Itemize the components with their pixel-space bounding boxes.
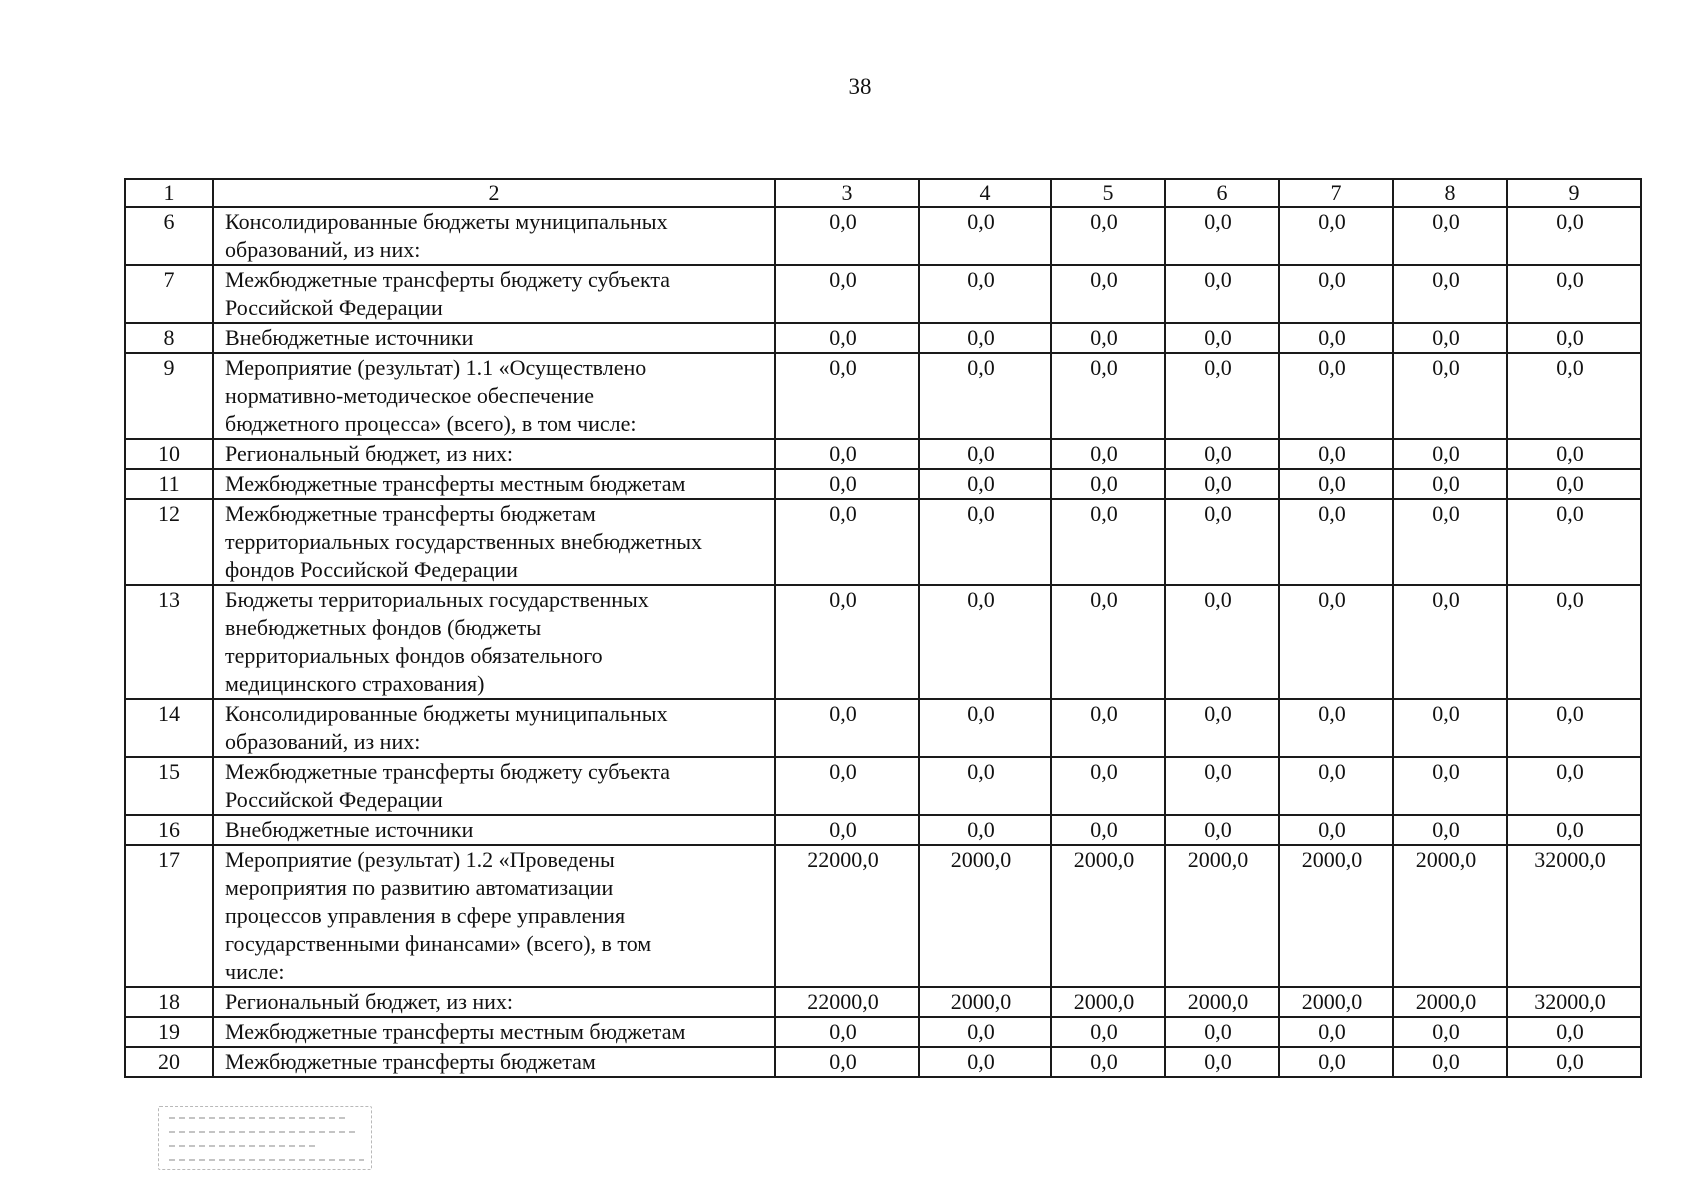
value-cell: 32000,0 [1507,845,1641,987]
value-cell: 0,0 [1279,757,1393,815]
description-line: медицинского страхования) [225,671,485,696]
value-cell: 0,0 [775,265,919,323]
column-header: 9 [1507,179,1641,207]
value-cell: 0,0 [1165,323,1279,353]
row-description [213,845,775,987]
description-line: Консолидированные бюджеты муниципальных [225,701,668,726]
description-line: Региональный бюджет, из них: [225,989,514,1014]
value-cell: 2000,0 [919,845,1051,987]
row-description [213,439,775,469]
value-cell: 0,0 [1165,499,1279,585]
value-cell: 0,0 [1165,585,1279,699]
value-cell: 0,0 [1393,353,1507,439]
value-cell: 0,0 [1507,265,1641,323]
value-cell: 0,0 [1165,439,1279,469]
value-cell: 0,0 [1507,815,1641,845]
column-header: 3 [775,179,919,207]
row-description [213,353,775,439]
value-cell: 0,0 [919,265,1051,323]
stamp-line [169,1159,364,1161]
row-number: 17 [125,845,213,987]
value-cell: 0,0 [1393,499,1507,585]
value-cell: 0,0 [1165,353,1279,439]
value-cell: 0,0 [1507,323,1641,353]
row-number: 20 [125,1047,213,1077]
value-cell: 0,0 [1279,469,1393,499]
table-row [125,1047,1641,1077]
value-cell: 0,0 [1051,815,1165,845]
value-cell: 0,0 [775,353,919,439]
row-description [213,815,775,845]
value-cell: 2000,0 [919,987,1051,1017]
table-row [125,439,1641,469]
value-cell: 0,0 [1165,757,1279,815]
description-line: Бюджеты территориальных государственных [225,587,649,612]
value-cell: 0,0 [919,699,1051,757]
row-number: 13 [125,585,213,699]
row-number: 11 [125,469,213,499]
value-cell: 0,0 [1507,1017,1641,1047]
value-cell: 0,0 [1051,757,1165,815]
value-cell: 0,0 [1507,757,1641,815]
row-description [213,323,775,353]
table-row [125,815,1641,845]
row-number: 12 [125,499,213,585]
value-cell: 0,0 [1165,265,1279,323]
value-cell: 0,0 [1393,469,1507,499]
header-row [125,179,1641,207]
value-cell: 0,0 [1393,585,1507,699]
value-cell: 0,0 [1165,1017,1279,1047]
row-description [213,699,775,757]
table-row [125,353,1641,439]
value-cell: 0,0 [1507,469,1641,499]
value-cell: 0,0 [1393,323,1507,353]
column-header: 4 [919,179,1051,207]
description-line: фондов Российской Федерации [225,557,518,582]
stamp-line [169,1117,349,1119]
value-cell: 0,0 [919,585,1051,699]
value-cell: 0,0 [1393,757,1507,815]
description-line: Межбюджетные трансферты бюджету субъекта [225,759,671,784]
description-line: Межбюджетные трансферты бюджетам [225,1049,596,1074]
value-cell: 0,0 [1051,699,1165,757]
value-cell: 0,0 [1279,499,1393,585]
value-cell: 0,0 [1279,815,1393,845]
value-cell: 2000,0 [1051,987,1165,1017]
value-cell: 0,0 [919,469,1051,499]
value-cell: 0,0 [1279,353,1393,439]
description-line: образований, из них: [225,729,421,754]
document-stamp [158,1106,372,1170]
table-row [125,323,1641,353]
value-cell: 0,0 [1051,1017,1165,1047]
value-cell: 0,0 [919,815,1051,845]
value-cell: 0,0 [1165,207,1279,265]
value-cell: 2000,0 [1393,987,1507,1017]
row-description [213,207,775,265]
description-line: процессов управления в сфере управления [225,903,626,928]
value-cell: 22000,0 [775,845,919,987]
description-line: внебюджетных фондов (бюджеты [225,615,542,640]
value-cell: 0,0 [775,439,919,469]
description-line: Внебюджетные источники [225,325,474,350]
table-row [125,699,1641,757]
description-line: государственными финансами» (всего), в том [225,931,652,956]
value-cell: 0,0 [1051,323,1165,353]
row-number: 19 [125,1017,213,1047]
row-description [213,1047,775,1077]
row-description [213,585,775,699]
value-cell: 0,0 [775,1047,919,1077]
value-cell: 0,0 [775,323,919,353]
row-number: 18 [125,987,213,1017]
table-row [125,1017,1641,1047]
value-cell: 0,0 [1393,1017,1507,1047]
column-header: 1 [125,179,213,207]
description-line: Российской Федерации [225,787,443,812]
value-cell: 0,0 [1507,699,1641,757]
value-cell: 0,0 [1051,499,1165,585]
value-cell: 0,0 [775,499,919,585]
description-line: территориальных государственных внебюджетных [225,529,703,554]
value-cell: 0,0 [775,585,919,699]
value-cell: 2000,0 [1279,987,1393,1017]
description-line: Межбюджетные трансферты бюджету субъекта [225,267,671,292]
row-number: 9 [125,353,213,439]
description-line: нормативно-методическое обеспечение [225,383,594,408]
value-cell: 0,0 [1051,585,1165,699]
value-cell: 0,0 [919,353,1051,439]
value-cell: 0,0 [1051,1047,1165,1077]
row-description [213,469,775,499]
value-cell: 0,0 [1279,439,1393,469]
value-cell: 0,0 [1507,585,1641,699]
stamp-line [169,1131,359,1133]
value-cell: 0,0 [1279,699,1393,757]
value-cell: 0,0 [1507,439,1641,469]
row-description [213,987,775,1017]
table-row [125,987,1641,1017]
value-cell: 0,0 [775,699,919,757]
description-line: Мероприятие (результат) 1.2 «Проведены [225,847,615,872]
value-cell: 0,0 [1165,699,1279,757]
description-line: территориальных фондов обязательного [225,643,603,668]
value-cell: 0,0 [919,757,1051,815]
budget-table [124,178,1642,1078]
value-cell: 0,0 [1051,439,1165,469]
value-cell: 0,0 [775,1017,919,1047]
value-cell: 0,0 [1051,207,1165,265]
table-row [125,757,1641,815]
value-cell: 0,0 [919,1017,1051,1047]
value-cell: 0,0 [1165,815,1279,845]
row-number: 14 [125,699,213,757]
row-description [213,265,775,323]
value-cell: 0,0 [1507,207,1641,265]
stamp-line [169,1145,319,1147]
value-cell: 0,0 [1393,815,1507,845]
value-cell: 32000,0 [1507,987,1641,1017]
description-line: Внебюджетные источники [225,817,474,842]
value-cell: 0,0 [1507,353,1641,439]
value-cell: 0,0 [1165,469,1279,499]
table-row [125,207,1641,265]
value-cell: 0,0 [1165,1047,1279,1077]
value-cell: 0,0 [1279,265,1393,323]
value-cell: 0,0 [1051,469,1165,499]
description-line: Межбюджетные трансферты местным бюджетам [225,471,686,496]
value-cell: 0,0 [775,757,919,815]
value-cell: 0,0 [775,815,919,845]
value-cell: 0,0 [919,323,1051,353]
description-line: Межбюджетные трансферты бюджетам [225,501,596,526]
description-line: образований, из них: [225,237,421,262]
value-cell: 2000,0 [1165,987,1279,1017]
table-row [125,265,1641,323]
value-cell: 0,0 [1393,699,1507,757]
table-row [125,499,1641,585]
column-header: 2 [213,179,775,207]
table-row [125,469,1641,499]
value-cell: 0,0 [919,1047,1051,1077]
description-line: числе: [225,959,285,984]
value-cell: 0,0 [919,207,1051,265]
value-cell: 0,0 [1393,439,1507,469]
column-header: 7 [1279,179,1393,207]
row-description [213,757,775,815]
value-cell: 2000,0 [1393,845,1507,987]
description-line: Мероприятие (результат) 1.1 «Осуществлено [225,355,647,380]
row-number: 15 [125,757,213,815]
value-cell: 22000,0 [775,987,919,1017]
row-number: 10 [125,439,213,469]
value-cell: 0,0 [919,439,1051,469]
row-number: 7 [125,265,213,323]
page-number: 38 [848,74,872,99]
value-cell: 0,0 [1279,323,1393,353]
description-line: мероприятия по развитию автоматизации [225,875,614,900]
table-row [125,585,1641,699]
value-cell: 0,0 [1051,353,1165,439]
value-cell: 0,0 [775,469,919,499]
row-description [213,1017,775,1047]
description-line: Консолидированные бюджеты муниципальных [225,209,668,234]
column-header: 8 [1393,179,1507,207]
value-cell: 0,0 [919,499,1051,585]
description-line: бюджетного процесса» (всего), в том числе: [225,411,637,436]
column-header: 5 [1051,179,1165,207]
value-cell: 2000,0 [1279,845,1393,987]
description-line: Межбюджетные трансферты местным бюджетам [225,1019,686,1044]
value-cell: 0,0 [775,207,919,265]
value-cell: 0,0 [1279,585,1393,699]
value-cell: 2000,0 [1165,845,1279,987]
table-row [125,845,1641,987]
value-cell: 0,0 [1279,1047,1393,1077]
value-cell: 0,0 [1279,1017,1393,1047]
value-cell: 0,0 [1393,207,1507,265]
value-cell: 0,0 [1507,499,1641,585]
row-description [213,499,775,585]
value-cell: 0,0 [1393,1047,1507,1077]
row-number: 16 [125,815,213,845]
value-cell: 0,0 [1051,265,1165,323]
row-number: 6 [125,207,213,265]
value-cell: 0,0 [1279,207,1393,265]
description-line: Российской Федерации [225,295,443,320]
row-number: 8 [125,323,213,353]
value-cell: 2000,0 [1051,845,1165,987]
value-cell: 0,0 [1507,1047,1641,1077]
column-header: 6 [1165,179,1279,207]
value-cell: 0,0 [1393,265,1507,323]
description-line: Региональный бюджет, из них: [225,441,514,466]
